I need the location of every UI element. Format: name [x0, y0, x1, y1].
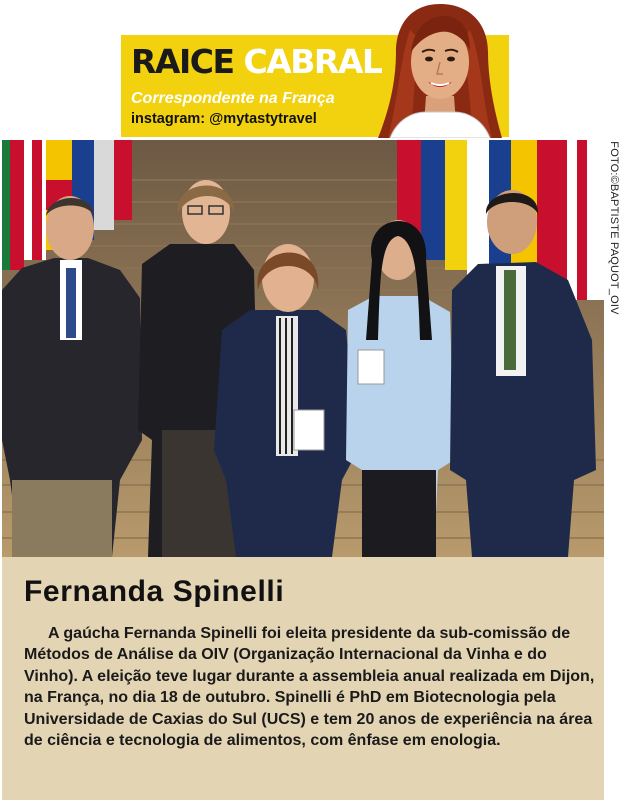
columnist-first-name: RAICE — [131, 42, 234, 81]
columnist-name — [131, 42, 381, 82]
columnist-last-name: CABRAL — [243, 42, 382, 81]
photo-credit-text: FOTO:©BAPTISTE PAQUOT_OIV — [608, 141, 620, 315]
article-title: Fernanda Spinelli — [24, 575, 285, 608]
columnist-instagram: instagram: @mytastytravel — [131, 111, 317, 127]
columnist-portrait-illustration — [370, 0, 510, 138]
photo-credit — [608, 141, 624, 315]
group-photo — [2, 140, 604, 557]
article-body — [24, 623, 599, 751]
article-paragraph: A gaúcha Fernanda Spinelli foi eleita presidente da sub-comissão de Métodos de Análise da OIV (Organização Internacional da Vinha e do Vinho). A eleição teve lugar durante a assembleia anual realizada em Dijon, na França, no dia 18 de outubro. Spinelli é PhD em Biotecnologia pela Universidade de Caxias do Sul (UCS) e tem 20 anos de experiência na área de ciência e tecnologia de alimentos, com ênfase em enologia. — [24, 625, 595, 750]
columnist-role: Correspondente na França — [131, 90, 335, 107]
